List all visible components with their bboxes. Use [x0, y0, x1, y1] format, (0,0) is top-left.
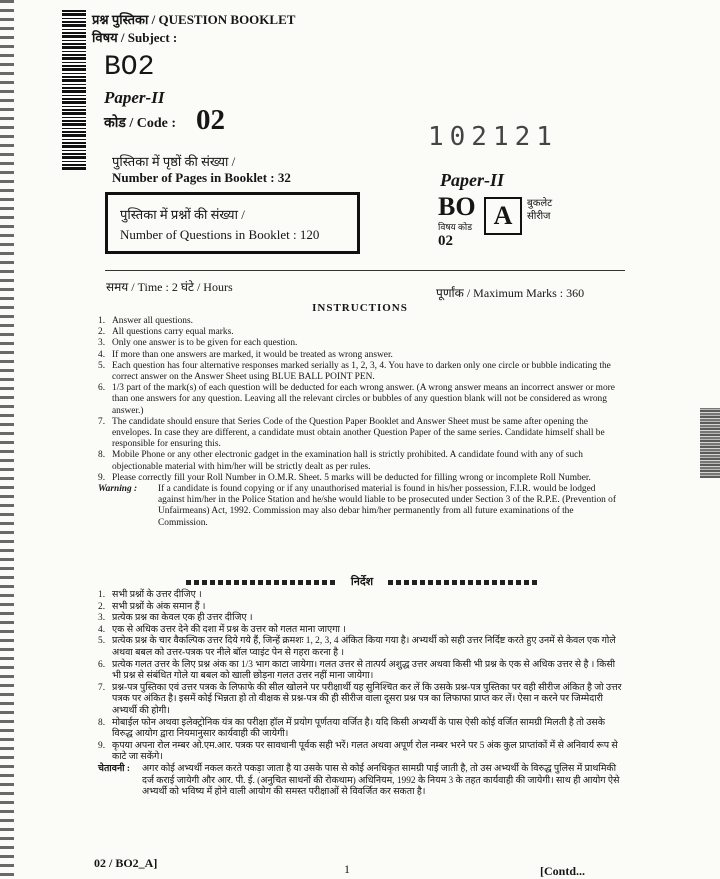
series-paper: Paper-II — [440, 170, 504, 190]
side-stamp — [700, 408, 720, 478]
instruction-number: 2. — [98, 601, 106, 612]
barcode — [62, 10, 86, 170]
questions-label-en: Number of Questions in Booklet : 120 — [120, 227, 320, 242]
divider — [105, 270, 625, 271]
footer-code: 02 / BO2_A] — [94, 856, 158, 870]
instruction-number: 9. — [98, 472, 106, 483]
instruction-item — [98, 636, 622, 659]
instruction-number: 2. — [98, 327, 106, 338]
instruction-text: प्रत्येक प्रश्न का केवल एक ही उत्तर दीजिए । — [112, 613, 253, 624]
series-prefix: BO — [438, 192, 476, 221]
instruction-item — [98, 316, 622, 327]
instruction-text: 1/3 part of the mark(s) of each question will be deducted for each wrong answer. (A wrong answer means an incorrect answer or more than one answers for any question. Leaving all the relevant circles or bubbles of any question blank will not be considered as wrong answer.) — [112, 383, 615, 416]
questions-label-hi: पुस्तिका में प्रश्नों की संख्या / — [120, 207, 245, 222]
subject-label: विषय / Subject : — [92, 30, 178, 45]
instructions-hi-list — [98, 590, 622, 799]
instruction-text: All questions carry equal marks. — [112, 327, 234, 338]
series-letter-box: A — [484, 197, 522, 235]
footer-page-number: 1 — [344, 862, 350, 876]
instruction-number: 8. — [98, 450, 106, 461]
instruction-item — [98, 350, 622, 361]
time-label: समय / Time : 2 घंटे / Hours — [106, 280, 233, 294]
instruction-text: एक से अधिक उत्तर देने की दशा में प्रश्न के उत्तर को गलत माना जाएगा । — [112, 624, 346, 635]
instruction-text: मोबाईल फोन अथवा इलेक्ट्रोनिक यंत्र का परीक्षा हॉल में प्रयोग पूर्णतया वर्जित है। यदि किसी अभ्यर्थी के पास ऐसी कोई वर्जित सामग्री मिलती है तो उसके विरुद्ध आयोग द्वारा नियमानुसार कार्यवाही की जायेगी। — [112, 717, 605, 740]
instruction-item — [98, 625, 622, 637]
instruction-text: प्रत्येक गलत उत्तर के लिए प्रश्न अंक का 1/3 भाग काटा जायेगा। गलत उत्तर से तात्पर्य अशुद्ध उत्तर अथवा किसी भी प्रश्न के एक से अधिक उत्तर से है । किसी भी प्रश्न से संबंधित गोले या बबल को खाली छोड़ना गलत उत्तर नहीं माना जायेगा। — [112, 659, 616, 682]
instruction-item — [98, 602, 622, 614]
instruction-item — [98, 361, 622, 383]
instruction-number: 3. — [98, 338, 106, 349]
instruction-number: 6. — [98, 383, 106, 394]
instruction-text: Only one answer is to be given for each question. — [112, 338, 298, 349]
code-value: 02 — [196, 104, 225, 136]
left-binding-edge — [0, 0, 14, 879]
instruction-number: 5. — [98, 636, 106, 647]
instruction-text: प्रत्येक प्रश्न के चार वैकल्पिक उत्तर दिये गये हैं, जिन्हें क्रमशः 1, 2, 3, 4 अंकित किया गया है। अभ्यर्थी को सही उत्तर निर्दिष्ट करते हुए उनमें से केवल एक गोले अथवा बबल को उत्तर-पत्रक पर नीले बॉल प्वाइंट पेन से गहरा करना है । — [112, 636, 616, 658]
instruction-item — [98, 473, 622, 484]
instruction-text: Each question has four alternative responses marked serially as 1, 2, 3, 4. You have to darken only one circle or bubble indicating the correct answer on the Answer Sheet using BLUE BALL POINT PEN. — [112, 360, 611, 383]
instruction-item — [98, 718, 622, 741]
chetavani-item — [98, 764, 622, 799]
instruction-number: 9. — [98, 740, 106, 751]
instruction-number: 6. — [98, 659, 106, 670]
code-label: कोड / Code : — [104, 116, 177, 131]
instruction-number: 3. — [98, 613, 106, 624]
instruction-text: Answer all questions. — [112, 316, 193, 326]
instruction-text: प्रश्न-पत्र पुस्तिका एवं उत्तर पत्रक के लिफाफे की सील खोलने पर परीक्षार्थी यह सुनिश्चित कर लें कि उसके प्रश्न-पत्र पुस्तिका पर वही सीरीज अंकित है जो उत्तर पत्रक पर अंकित है। इसमें कोई भिन्नता हो तो वीक्षक से प्रश्न-पत्र की ही सीरीज वाला दूसरा प्रश्न पत्र का लिफाफा प्राप्त कर लें। ऐसा न करने पर जिम्मेदारी अभ्यर्थी की होगी। — [112, 682, 622, 716]
instruction-item — [98, 590, 622, 602]
chetavani-label: चेतावनी : — [98, 763, 131, 774]
questions-box — [105, 192, 360, 254]
max-marks-label: पूर्णांक / Maximum Marks : 360 — [436, 286, 585, 300]
instruction-text: Please correctly fill your Roll Number in O.M.R. Sheet. 5 marks will be deducted for filling wrong or incomplete Roll Number. — [112, 472, 591, 483]
instruction-text: सभी प्रश्नों के अंक समान हैं । — [112, 601, 206, 612]
instruction-number: 5. — [98, 360, 106, 371]
instruction-item — [98, 660, 622, 683]
instruction-number: 8. — [98, 717, 106, 728]
chetavani-text: अगर कोई अभ्यर्थी नकल करते पकड़ा जाता है या उसके पास से कोई अनधिकृत सामग्री पाई जाती है, तो उस अभ्यर्थी के विरुद्ध पुलिस में प्राथमिकी दर्ज कराई जायेगी और आर. पी. ई. (अनुचित साधनों की रोकथाम) अधिनियम, 1992 के नियम 3 के तहत कार्यवाही की जायेगी। साथ ही आयोग ऐसे अभ्यर्थी को भविष्य में होने वाली आयोग की समस्त परीक्षाओं से विवर्जित कर सकता है। — [142, 763, 620, 798]
instruction-text: If more than one answers are marked, it would be treated as wrong answer. — [112, 349, 393, 360]
instructions-title: INSTRUCTIONS — [312, 302, 408, 314]
ornament-right — [388, 580, 538, 585]
instruction-item — [98, 417, 622, 451]
series-code-value: 02 — [438, 233, 453, 249]
nirdesh-heading — [100, 574, 624, 589]
serial-number: 102121 — [428, 122, 558, 152]
ornament-left — [186, 580, 336, 585]
instruction-text: The candidate should ensure that Series Code of the Question Paper Booklet and Answer Sheet must be same after opening the envelopes. In case they are different, a candidate must obtain another Question Paper of the same series. Candidate himself shall be responsible for ensuring this. — [112, 416, 605, 450]
instruction-number: 4. — [98, 349, 106, 360]
instruction-text: कृपया अपना रोल नम्बर ओ.एम.आर. पत्रक पर सावधानी पूर्वक सही भरें। गलत अथवा अपूर्ण रोल नम्बर भरने पर 5 अंक कुल प्राप्तांकों में से अनिवार्य रूप से काटे जा सकेंगे। — [112, 740, 618, 763]
instruction-item — [98, 613, 622, 625]
pages-label-en: Number of Pages in Booklet : 32 — [112, 170, 291, 185]
instruction-item — [98, 741, 622, 764]
instruction-item — [98, 338, 622, 349]
instruction-number: 1. — [98, 590, 106, 600]
instruction-item — [98, 683, 622, 718]
pages-label-hi: पुस्तिका में पृष्ठों की संख्या / — [112, 154, 236, 169]
instruction-number: 7. — [98, 416, 106, 427]
instruction-number: 1. — [98, 316, 106, 326]
instruction-item — [98, 450, 622, 472]
instruction-item — [98, 327, 622, 338]
footer-contd: [Contd... — [540, 864, 586, 878]
booklet-label: प्रश्न पुस्तिका / QUESTION BOOKLET — [92, 12, 296, 27]
booklet-series-label: बुकलेट सीरीज — [527, 198, 553, 222]
warning-text: If a candidate is found copying or if any unauthorised material is found in his/her possession, F.I.R. would be lodged against him/her in the Police Station and he/she would liable to be prosecuted under Section 3 of the R.P.E. (Prevention of Unfairmeans) Act, 1992. Commission may also debar him/her permanently from all future examinations of the Commission. — [158, 484, 616, 528]
instruction-text: सभी प्रश्नों के उत्तर दीजिए । — [112, 590, 202, 600]
instruction-text: Mobile Phone or any other electronic gadget in the examination hall is strictly prohibited. A candidate found with any of such objectionable material with him/her will be strictly dealt as per rules. — [112, 450, 583, 472]
paper-label: Paper-II — [104, 88, 165, 107]
instruction-number: 7. — [98, 682, 106, 693]
series-code-label: विषय कोड — [438, 222, 473, 232]
instructions-en-list — [98, 316, 622, 529]
warning-item — [98, 484, 622, 529]
instruction-number: 4. — [98, 624, 106, 635]
subject-value: BO2 — [104, 52, 155, 83]
warning-label: Warning : — [98, 484, 138, 495]
instruction-item — [98, 383, 622, 417]
nirdesh-title: निर्देश — [350, 576, 374, 588]
